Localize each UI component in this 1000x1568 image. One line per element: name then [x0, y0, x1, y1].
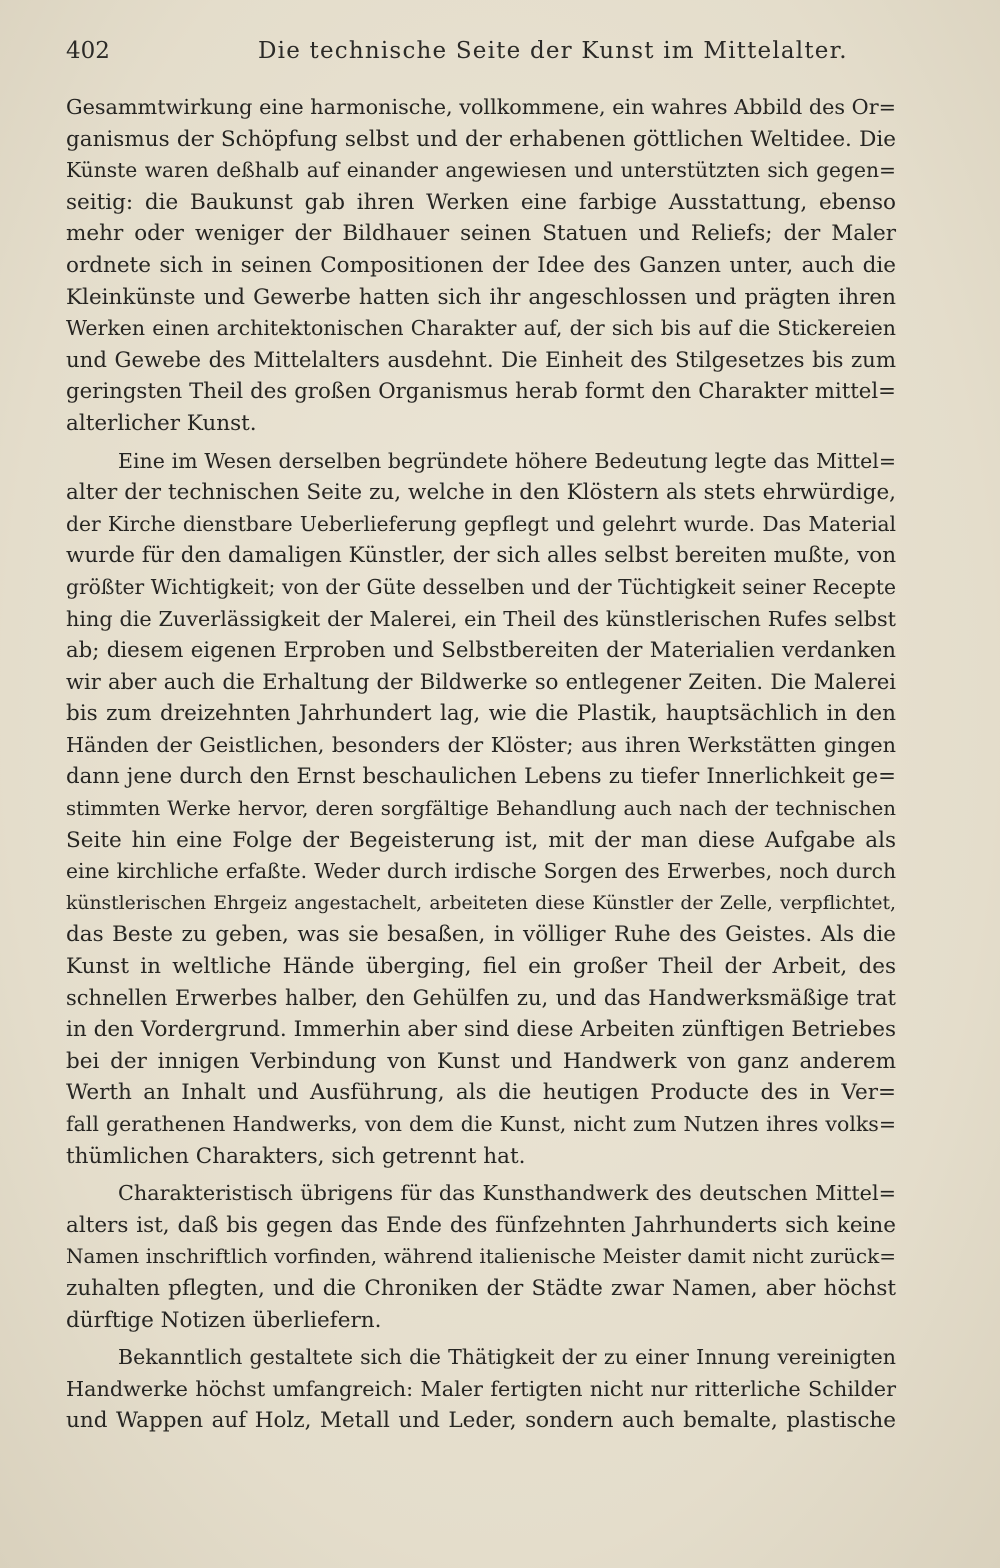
text-line: und Gewebe des Mittelalters ausdehnt. Die Einheit des Stilgesetzes bis zum: [66, 347, 896, 373]
text-line: alters ist, daß bis gegen das Ende des fünfzehnten Jahrhunderts sich keine: [66, 1212, 896, 1238]
text-line: geringsten Theil des großen Organismus herab formt den Charakter mittel=: [66, 379, 896, 405]
text-line: dann jene durch den Ernst beschaulichen Lebens zu tiefer Innerlichkeit ge=: [66, 764, 896, 790]
text-line: in den Vordergrund. Immerhin aber sind diese Arbeiten zünftigen Betriebes: [66, 1017, 896, 1043]
text-line: Gesammtwirkung eine harmonische, vollkommene, ein wahres Abbild des Or=: [66, 95, 896, 119]
text-line: wurde für den damaligen Künstler, der sich alles selbst bereiten mußte, von: [66, 543, 897, 569]
text-line: und Wappen auf Holz, Metall und Leder, sondern auch bemalte, plastische: [66, 1408, 896, 1434]
text-line: hing die Zuverlässigkeit der Malerei, ein Theil des künstlerischen Rufes selbst: [66, 606, 896, 631]
text-line: Händen der Geistlichen, besonders der Klöster; aus ihren Werkstätten gingen: [66, 732, 896, 757]
paragraph-3: [66, 1178, 896, 1336]
text-line: Bekanntlich gestaltete sich die Thätigkeit der zu einer Innung vereinigten: [118, 1345, 896, 1370]
text-line: Charakteristisch übrigens für das Kunsthandwerk des deutschen Mittel=: [118, 1181, 896, 1206]
text-line: Eine im Wesen derselben begründete höhere Bedeutung legte das Mittel=: [118, 448, 896, 473]
text-line: Werth an Inhalt und Ausführung, als die heutigen Producte des in Ver=: [66, 1080, 896, 1106]
running-title: Die technische Seite der Kunst im Mittelalter.: [258, 38, 848, 64]
text-line: ganismus der Schöpfung selbst und der erhabenen göttlichen Weltidee. Die: [66, 126, 896, 152]
text-line: das Beste zu geben, was sie besaßen, in völliger Ruhe des Geistes. Als die: [66, 922, 896, 948]
body-text: [66, 92, 896, 1437]
paragraph-4: [66, 1342, 896, 1437]
text-line: bis zum dreizehnten Jahrhundert lag, wie die Plastik, hauptsächlich in den: [66, 701, 896, 727]
text-line: Kleinkünste und Gewerbe hatten sich ihr angeschlossen und prägten ihren: [66, 284, 896, 310]
text-line: alterlicher Kunst.: [66, 410, 257, 436]
text-line: thümlichen Charakters, sich getrennt hat.: [66, 1143, 526, 1169]
paragraph-1: [66, 92, 896, 440]
text-line: ordnete sich in seinen Compositionen der Idee des Ganzen unter, auch die: [66, 252, 896, 278]
text-line: der Kirche dienstbare Ueberlieferung gepflegt und gelehrt wurde. Das Material: [66, 511, 896, 536]
text-line: wir aber auch die Erhaltung der Bildwerke so entlegener Zeiten. Die Malerei: [66, 669, 896, 694]
text-line: künstlerischen Ehrgeiz angestachelt, arbeiteten diese Künstler der Zelle, verpflichtet,: [66, 892, 896, 914]
text-line: bei der innigen Verbindung von Kunst und Handwerk von ganz anderem: [66, 1048, 896, 1074]
text-line: größter Wichtigkeit; von der Güte desselben und der Tüchtigkeit seiner Recepte: [66, 574, 896, 599]
text-line: alter der technischen Seite zu, welche in den Klöstern als stets ehrwürdige,: [66, 480, 896, 506]
page-header: [66, 38, 896, 78]
text-line: schnellen Erwerbes halber, den Gehülfen zu, und das Handwerksmäßige trat: [66, 985, 896, 1010]
text-line: fall gerathenen Handwerks, von dem die Kunst, nicht zum Nutzen ihres volks=: [66, 1112, 896, 1136]
page-number: 402: [66, 38, 110, 64]
text-line: seitig: die Baukunst gab ihren Werken eine farbige Ausstattung, ebenso: [66, 189, 896, 215]
text-line: dürftige Notizen überliefern.: [66, 1307, 382, 1333]
text-line: Seite hin eine Folge der Begeisterung ist, mit der man diese Aufgabe als: [66, 827, 896, 853]
text-line: zuhalten pflegten, und die Chroniken der Städte zwar Namen, aber höchst: [66, 1275, 896, 1301]
text-line: ab; diesem eigenen Erproben und Selbstbereiten der Materialien verdanken: [66, 638, 896, 664]
text-line: eine kirchliche erfaßte. Weder durch irdische Sorgen des Erwerbes, noch durch: [66, 859, 896, 884]
paragraph-2: [66, 446, 896, 1173]
text-line: Künste waren deßhalb auf einander angewiesen und unterstützten sich gegen=: [66, 158, 896, 183]
text-line: Handwerke höchst umfangreich: Maler fertigten nicht nur ritterliche Schilder: [66, 1376, 896, 1401]
text-line: Namen inschriftlich vorfinden, während italienische Meister damit nicht zurück=: [66, 1244, 896, 1269]
text-line: Kunst in weltliche Hände überging, fiel ein großer Theil der Arbeit, des: [66, 954, 896, 980]
text-line: stimmten Werke hervor, deren sorgfältige Behandlung auch nach der technischen: [66, 797, 896, 821]
text-line: Werken einen architektonischen Charakter auf, der sich bis auf die Stickereien: [66, 316, 896, 341]
text-line: mehr oder weniger der Bildhauer seinen Statuen und Reliefs; der Maler: [66, 221, 896, 247]
